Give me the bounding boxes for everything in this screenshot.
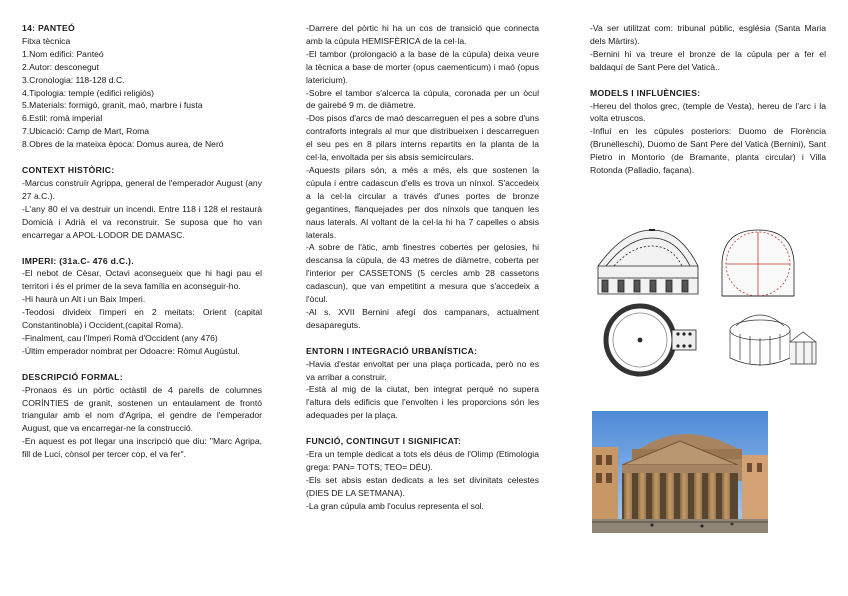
usage-paragraph: -Bernini hi va treure el bronze de la cúpula per a fer el baldaquí de Sant Pere del Vaticà.. [590,48,826,72]
context-heading: CONTEXT HISTÒRIC: [22,165,115,176]
entorn-paragraph: -Està al mig de la ciutat, ben integrat perquè no supera l'altura dels edificis que l'envolten i les proporcions són les adequades per la plaça. [306,384,539,421]
fitxa-subtitle: Fitxa tècnica [22,35,71,46]
section-drawing [598,230,698,294]
models-paragraph: -Influí en les cúpules posteriors: Duomo de Florència (Brunelleschi), Duomo de Sant Pere del Vaticà (Bernini), Sant Pietro in Montorio (de Bramante, planta circular) i Villa Rotonda (Palladio, façana). [590,126,826,176]
fitxa-item: 1.Nom edifici: Panteó [22,48,104,59]
models-heading: MODELS I INFLUÈNCIES: [590,87,701,98]
document-title: 14: PANTEÓ [22,23,75,33]
fitxa-item: 7.Ubicació: Camp de Mart, Roma [22,126,150,137]
description-paragraph: -Al s. XVII Bernini afegí dos campanars, actualment desapareguts. [306,306,539,330]
description-paragraph: -Aquests pilars són, a més a més, els que sostenen la cúpula i entre cadascun d'ells es trova un nínxol. S'accedeix a la cel·la circular a través d'unes portes de bronze gegantines, flanquejades per dos nínxols que tanquen les naus laterals. Al voltant de la cel·la hi ha 7 capelles o absis laterals. [306,164,539,240]
fitxa-item: 5.Materials: formigó, granit, maó, marbre i fusta [22,100,203,111]
pantheon-photo [592,411,768,533]
context-paragraph: -L'any 80 el va destruir un incendi. Entre 118 i 128 el restaurà Domicià i Adrià el va reconstruir. Se suposa que ho van encarregar a APOL·LODOR DE DAMASC. [22,203,262,240]
fitxa-item: 4.Tipologia: temple (edifici religiós) [22,87,154,98]
description-paragraph: -Sobre el tambor s'alcerca la cúpula, coronada per un òcul de gairebé 9 m. de diàmetre. [306,87,539,111]
imperi-paragraph: -Teodosi divideix l'imperi en 2 meitats: Orient (capital Constantinobla) i Occident,(capital Roma). [22,307,262,331]
floor-plan-drawing [606,306,696,374]
context-paragraph: -Marcus construïr Agrippa, general de l'emperador August (any 27 a.C.). [22,177,262,201]
imperi-paragraph: -El nebot de Cèsar, Octavi aconsegueix que hi hagi pau el territori i és el primer de la seva família en aconseguir-ho. [22,268,262,292]
fitxa-item: 2.Autor: desconegut [22,61,99,72]
imperi-paragraph: -Hi haurà un Alt i un Baix Imperi. [22,294,146,305]
pantheon-plans-drawing [594,226,828,380]
description-paragraph: -Darrere del pòrtic hi ha un cos de transició que connecta amb la cúpula HEMISFÈRICA de la cel·la. [306,23,539,46]
models-paragraph: -Hereu del tholos grec, (temple de Vesta), hereu de l'arc i la volta etruscos. [590,100,826,124]
entorn-paragraph: -Havia d'estar envoltat per una plaça porticada, però no es va arribar a construir. [306,358,539,382]
funcio-paragraph: -Era un temple dedicat a tots els déus de l'Olimp (Etimologia grega: PAN= TOTS; TEO= DÉU). [306,449,539,472]
description-paragraph: -A sobre de l'àtic, amb finestres cobertes per gelosies, hi descansa la cúpula, de 43 metres de diàmetre, coberta per l'interior per CASSETONS (5 cercles amb 28 cassetons cadascun), que van empetitint a mesura que s'accedeix a l'òcul. [306,242,539,305]
formal-paragraph: -Pronaos és un pòrtic octàstil de 4 parells de columnes CORÍNTIES de granit, sostenen un entaulament de frontó triangular amb el nom d'Agripa, el gendre de l'emperador August, que va encarregar-ne la construcció. [22,384,262,434]
fitxa-item: 6.Estil: romà imperial [22,113,103,124]
sphere-proportion-drawing [722,230,794,296]
formal-paragraph: -En aquest es pot llegar una inscripció que diu: "Marc Agripa, fill de Luci, cònsol per tercer cop, el va fer". [22,436,262,460]
description-paragraph: -El tambor (prolongació a la base de la cúpula) deixa veure la tècnica a base de morter (opus caementicum) i maó (opus latericium). [306,48,539,85]
funcio-paragraph: -La gran cúpula amb l'oculus representa el sol. [306,500,484,511]
column-left [22,22,262,461]
usage-paragraph: -Va ser utilitzat com: tribunal públic, església (Santa Maria dels Màrtirs). [590,23,826,46]
imperi-paragraph: -Últim emperador nombrat per Odoacre: Ròmul Augústul. [22,345,240,356]
column-middle [306,22,539,513]
fitxa-item: 8.Obres de la mateixa època: Domus aurea, de Neró [22,139,224,150]
funcio-paragraph: -Els set absis estan dedicats a les set divinitats celestes (DIES DE LA SETMANA). [306,474,539,498]
axonometric-drawing [730,315,816,366]
fitxa-item: 3.Cronologia: 118-128 d.C. [22,74,125,85]
entorn-heading: ENTORN I INTEGRACIÓ URBANÍSTICA: [306,345,478,356]
description-paragraph: -Dos pisos d'arcs de maó descarreguen el pes a sobre d'uns contraforts integrals al mur que distribueixen i descarreguen el seu pes en 8 pilars interns repartits en la planta de la cel·la, envoltada per sis absis semicirculars. [306,113,539,163]
column-right [590,22,826,177]
formal-heading: DESCRIPCIÓ FORMAL: [22,371,123,382]
funcio-heading: FUNCIÓ, CONTINGUT I SIGNIFICAT: [306,436,462,447]
imperi-heading: IMPERI: (31a.C- 476 d.C.). [22,255,134,266]
imperi-paragraph: -Finalment, cau l'Imperi Romà d'Occident (any 476) [22,332,218,343]
